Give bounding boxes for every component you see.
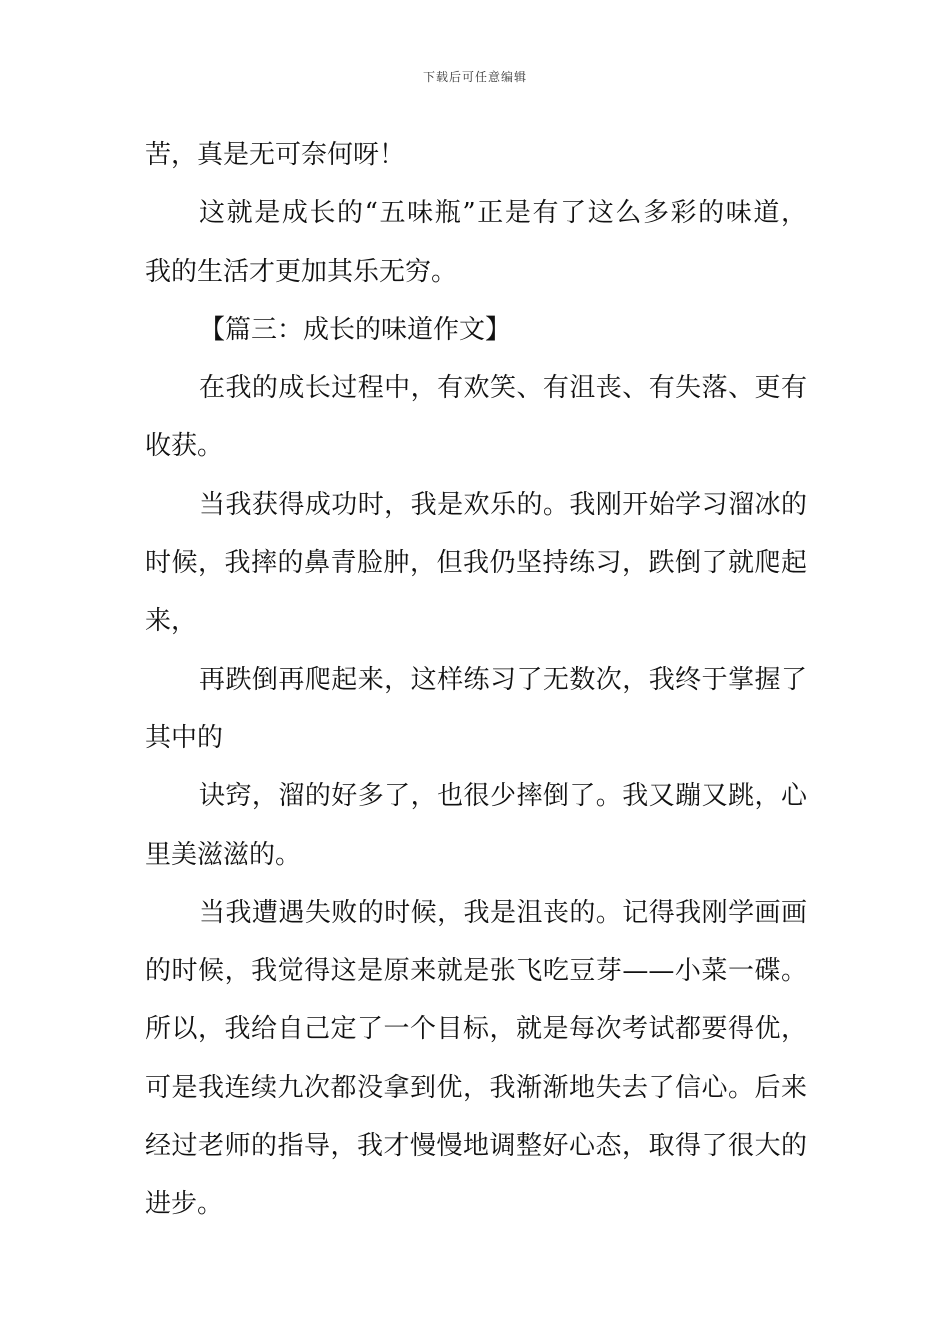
- text-line: 在我的成长过程中，有欢笑、有沮丧、有失落、更有: [199, 373, 807, 404]
- text-line: 当我获得成功时，我是欢乐的。我刚开始学习溜冰的: [199, 489, 807, 520]
- text-line: 当我遭遇失败的时候，我是沮丧的。记得我刚学画画: [199, 897, 807, 928]
- text-line: 收获。: [145, 431, 224, 462]
- text-line: 苦，真是无可奈何呀！: [145, 140, 406, 170]
- text-line: 里美滋滋的。: [145, 839, 302, 870]
- text-line: 的时候，我觉得这是原来就是张飞吃豆芽——小菜一碟。: [145, 956, 807, 987]
- text-line: 经过老师的指导，我才慢慢地调整好心态，取得了很大的: [145, 1131, 807, 1162]
- text-line: 再跌倒再爬起来，这样练习了无数次，我终于掌握了: [199, 664, 807, 695]
- text-line: 时候，我摔的鼻青脸肿，但我仍坚持练习，跌倒了就爬起: [145, 548, 807, 579]
- text-line: 来，: [145, 606, 198, 637]
- text-line: 我的生活才更加其乐无穷。: [145, 256, 458, 287]
- text-line: 这就是成长的“五味瓶”正是有了这么多彩的味道，: [199, 198, 807, 229]
- text-line: 诀窍，溜的好多了，也很少摔倒了。我又蹦又跳，心: [199, 781, 807, 812]
- text-line: 其中的: [145, 722, 224, 753]
- text-line: 【篇三：成长的味道作文】: [199, 314, 512, 345]
- page-header: 下载后可任意编辑: [422, 70, 527, 84]
- document-body: [145, 126, 807, 1234]
- text-line: 进步。: [145, 1189, 224, 1220]
- text-line: 所以，我给自己定了一个目标，就是每次考试都要得优，: [145, 1014, 807, 1045]
- text-line: 可是我连续九次都没拿到优，我渐渐地失去了信心。后来: [145, 1072, 807, 1103]
